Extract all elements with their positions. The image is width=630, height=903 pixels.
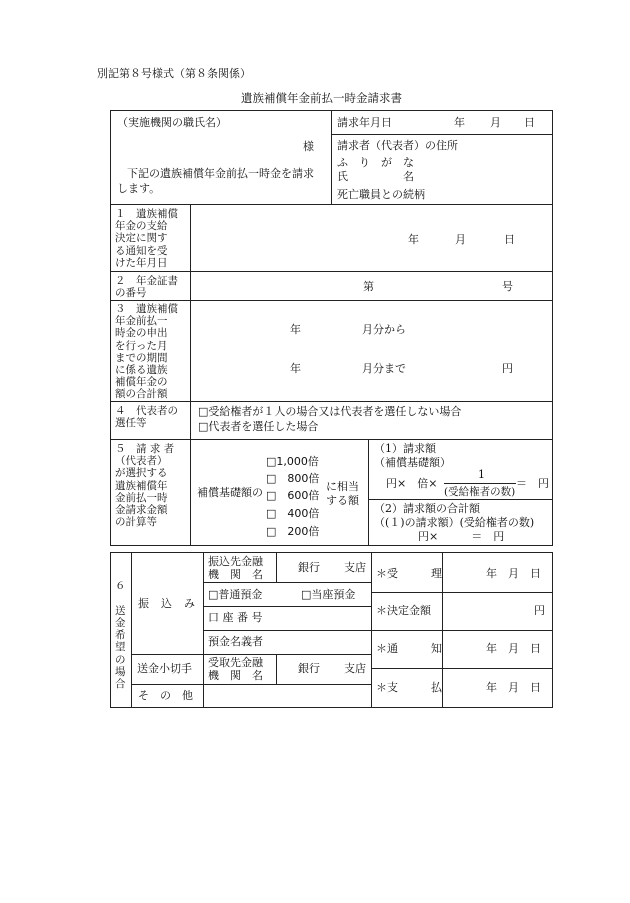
receiving-bank-label: 受取先金融 機 関 名 <box>208 656 263 682</box>
bank-name-field[interactable]: 銀行 <box>298 561 320 574</box>
item3-yen: 円 <box>502 362 513 375</box>
item5-multiplier-800[interactable]: □ 800倍 <box>266 472 320 485</box>
other-label: そ の 他 <box>138 689 193 702</box>
name-label: 氏 名 <box>337 170 414 183</box>
item1-year[interactable]: 年 <box>408 233 419 246</box>
receiving-bank-field[interactable]: 銀行 <box>298 662 320 675</box>
office-receipt-label: ＊受 理 <box>376 567 442 580</box>
office-notice-label: ＊通 知 <box>376 642 442 655</box>
item4-option-representative[interactable]: □代表者を選任した場合 <box>198 420 319 433</box>
item5-multiplier-200[interactable]: □ 200倍 <box>266 525 320 538</box>
item5-suffix: に相当 する額 <box>326 480 359 507</box>
request-date-year[interactable]: 年 <box>454 116 465 129</box>
item5-multiplier-600[interactable]: □ 600倍 <box>266 489 320 502</box>
request-date-month[interactable]: 月 <box>490 116 501 129</box>
office-payment-date: 年 月 日 <box>486 681 541 694</box>
office-decision-label: ＊決定金額 <box>376 604 431 617</box>
item4-option-single[interactable]: □受給権者が１人の場合又は代表者を選任しない場合 <box>198 405 462 418</box>
account-holder-label: 預金名義者 <box>208 635 263 648</box>
form-number-label: 別記第８号様式（第８条関係） <box>97 67 251 80</box>
total-amount-formula: （(１)の請求額）(受給権者の数) <box>374 516 535 529</box>
item5-multiplier-1000[interactable]: □1,000倍 <box>266 455 319 468</box>
claim-formula-denominator: (受給権者の数) <box>444 486 516 498</box>
total-amount-title: （2）請求額の合計額 <box>374 502 480 515</box>
request-date-label: 請求年月日 <box>337 116 392 129</box>
branch-field[interactable]: 支店 <box>344 561 366 574</box>
item3-label: ３ 遺族補償 年金前払一 時金の申出 を行った月 までの期間 に係る遺族 補償年金の 額の合計額 <box>115 303 178 401</box>
office-receipt-date: 年 月 日 <box>486 567 541 580</box>
item1-month[interactable]: 月 <box>455 233 466 246</box>
item2-label: ２ 年金証書 の番号 <box>115 275 178 300</box>
item3-year-to[interactable]: 年 <box>290 362 301 375</box>
item1-label: １ 遺族補償 年金の支給 決定に関す る通知を受 けた年月日 <box>115 208 178 269</box>
remittance-check-label: 送金小切手 <box>137 662 192 675</box>
account-number-label: 口 座 番 号 <box>208 611 263 624</box>
request-date-day[interactable]: 日 <box>524 116 535 129</box>
item3-year-from[interactable]: 年 <box>290 323 301 336</box>
claim-amount-sub: （補償基礎額） <box>374 456 451 469</box>
office-payment-label: ＊支 払 <box>376 681 442 694</box>
item2-dai: 第 <box>363 280 374 293</box>
total-amount-line[interactable]: 円× ＝ 円 <box>418 530 505 543</box>
item1-day[interactable]: 日 <box>504 233 515 246</box>
item2-go: 号 <box>502 280 513 293</box>
office-notice-date: 年 月 日 <box>486 642 541 655</box>
address-label: 請求者（代表者）の住所 <box>337 139 458 152</box>
request-text: 下記の遺族補償年金前払一時金を請求 します。 <box>117 167 314 195</box>
claim-formula-left[interactable]: 円× 倍× <box>386 477 438 490</box>
agency-label: （実施機関の職氏名） <box>117 116 227 129</box>
item6-label: ６ 送 金 希 望 の 場 合 <box>115 580 126 691</box>
item3-month-to[interactable]: 月分まで <box>362 362 406 375</box>
item5-multiplier-400[interactable]: □ 400倍 <box>266 507 320 520</box>
bank-name-label: 振込先金融 機 関 名 <box>208 555 263 581</box>
office-decision-yen: 円 <box>534 604 545 617</box>
relation-label: 死亡職員との続柄 <box>337 188 425 201</box>
sama-label: 様 <box>303 140 314 153</box>
item5-base-label: 補償基礎額の <box>197 486 263 499</box>
item4-label: ４ 代表者の 選任等 <box>115 405 178 430</box>
claim-formula-result[interactable]: ＝ 円 <box>516 477 549 490</box>
furigana-label: ふ り が な <box>337 156 414 169</box>
ordinary-deposit-checkbox[interactable]: □普通預金 <box>208 588 263 601</box>
item5-label: ５ 請 求 者 （代表者） が選択する 遺族補償年 金前払一時 金請求金額 の計算等 <box>115 443 175 529</box>
claim-formula-numerator: 1 <box>478 468 485 481</box>
receiving-branch-field[interactable]: 支店 <box>344 662 366 675</box>
furikomi-label: 振 込 み <box>138 597 196 610</box>
form-title: 遺族補償年金前払一時金請求書 <box>241 91 402 105</box>
item3-month-from[interactable]: 月分から <box>362 323 406 336</box>
current-deposit-checkbox[interactable]: □当座預金 <box>301 588 356 601</box>
claim-amount-title: （1）請求額 <box>374 442 436 455</box>
